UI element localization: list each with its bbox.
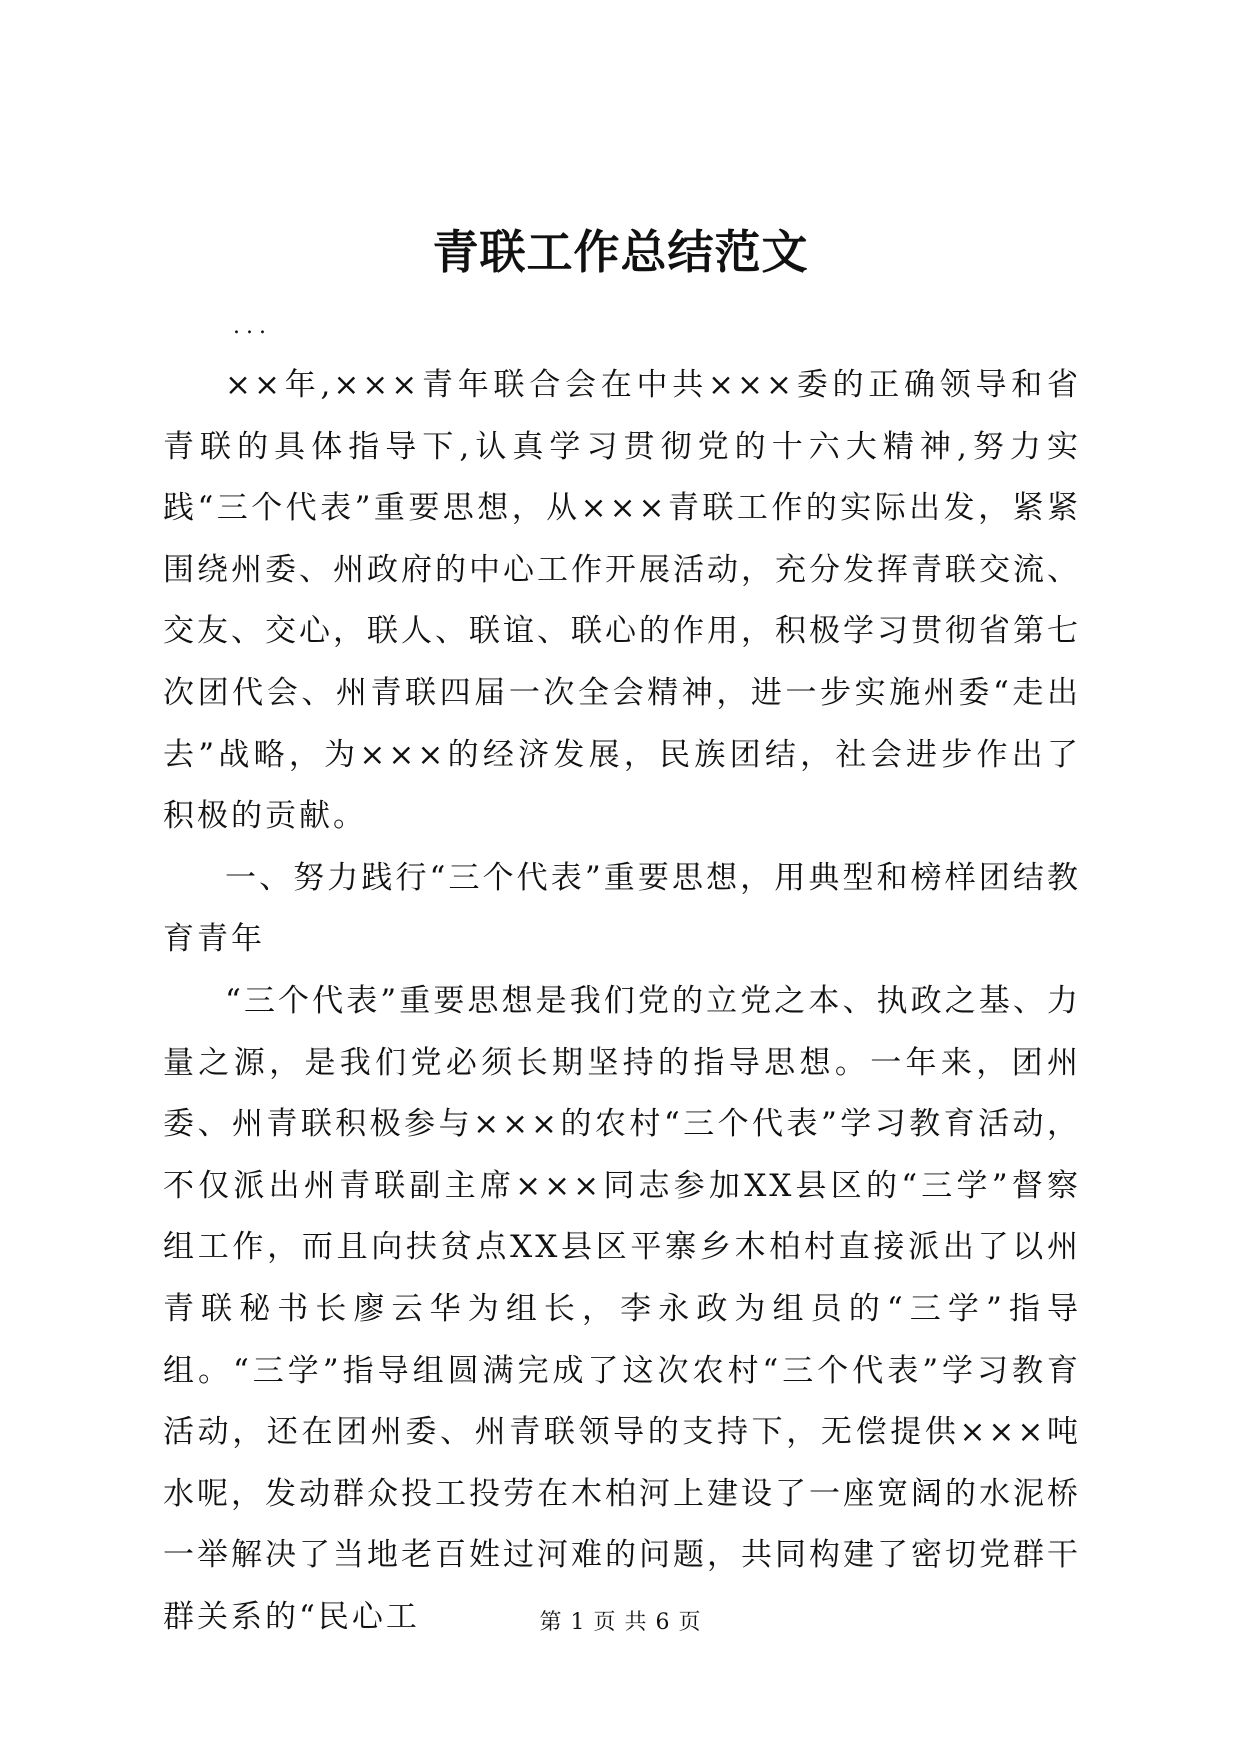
document-body [163, 355, 1081, 1648]
section-heading-1: 一、努力践行“三个代表”重要思想，用典型和榜样团结教育青年 [163, 859, 1081, 958]
page-footer: 第 1 页 共 6 页 [539, 1610, 702, 1635]
ellipsis-marker: ... [233, 314, 272, 339]
paragraph-section-1: “三个代表”重要思想是我们党的立党之本、执政之基、力量之源，是我们党必须长期坚持的指导思想。一年来，团州委、州青联积极参与×××的农村“三个代表”学习教育活动，不仅派出州青联副主席×××同志参加XX县区的“三学”督察组工作，而且向扶贫点XX县区平寨乡木柏村直接派出了以州青联秘书长廖云华为组长，李永政为组员的“三学”指导组。“三学”指导组圆满完成了这次农村“三个代表”学习教育活动，还在团州委、州青联领导的支持下，无偿提供×××吨水呢，发动群众投工投劳在木柏河上建设了一座宽阔的水泥桥一举解决了当地老百姓过河难的问题，共同构建了密切党群干群关系的“民心工 [163, 982, 1081, 1635]
paragraph-intro: ××年,×××青年联合会在中共×××委的正确领导和省青联的具体指导下,认真学习贯彻党的十六大精神,努力实践“三个代表”重要思想，从×××青联工作的实际出发，紧紧围绕州委、州政府的中心工作开展活动，充分发挥青联交流、交友、交心，联人、联谊、联心的作用，积极学习贯彻省第七次团代会、州青联四届一次全会精神，进一步实施州委“走出去”战略，为×××的经济发展，民族团结，社会进步作出了积极的贡献。 [163, 367, 1081, 835]
document-title: 青联工作总结范文 [432, 225, 809, 279]
